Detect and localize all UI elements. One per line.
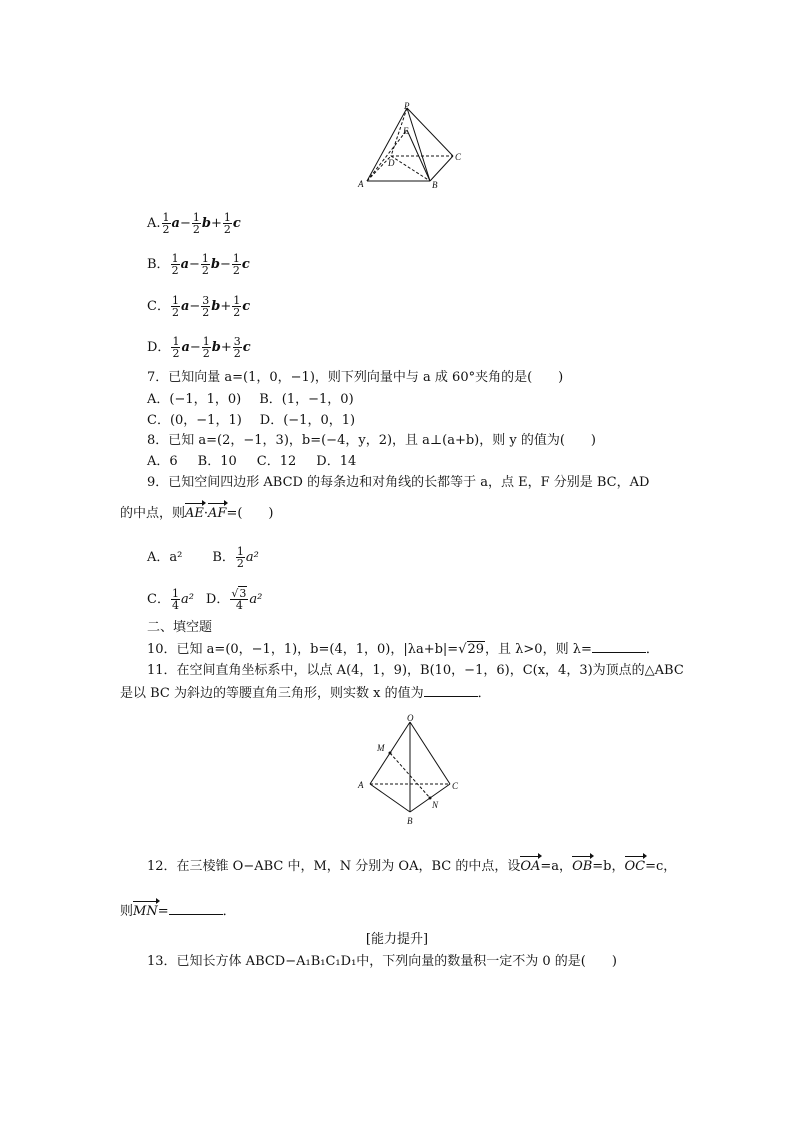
q9-stem-line2: 的中点，则AE·AF=( ): [120, 506, 274, 521]
pyramid-figure: [355, 100, 470, 192]
q6-option-d: D． $\frac{1}{2}$ a− $\frac{1}{2}$ b+ $\frac{3}{2}$ c: [147, 335, 251, 360]
label-d: D: [388, 158, 395, 168]
q6-option-a: A. $\frac{1}{2}$ a− $\frac{1}{2}$ b+ $\frac{1}{2}$ c: [147, 211, 241, 236]
q7-stem: 7．已知向量 a=(1，0，−1)，则下列向量中与 a 成 60°夹角的是( ): [147, 370, 564, 385]
label-p: P: [404, 101, 410, 111]
label-n: N: [432, 800, 439, 810]
q9-options-row2: C． $\frac{1}{4}$ a² D． $\frac{√3}{4}$ a²: [147, 587, 263, 612]
label-m: M: [377, 743, 385, 753]
q9-stem-line1: 9．已知空间四边形 ABCD 的每条边和对角线的长都等于 a，点 E，F 分别是 BC，AD: [147, 475, 650, 490]
q11-line1: 11．在空间直角坐标系中，以点 A(4，1，9)，B(10，−1，6)，C(x，4，3)为顶点的△ABC: [147, 663, 684, 678]
q9-options-row1: A．a² B． $\frac{1}{2}$ a²: [147, 545, 259, 570]
q12-line1: 12．在三棱锥 O−ABC 中，M，N 分别为 OA，BC 的中点，设OA=a，OB=b，OC=c，: [147, 859, 677, 874]
q12-answer-blank[interactable]: [169, 902, 223, 915]
q8-options: A．6 B．10 C．12 D．14: [147, 454, 357, 469]
label-o: O: [407, 713, 414, 723]
q11-answer-blank[interactable]: [424, 684, 478, 697]
label-b2: B: [407, 816, 413, 826]
q13-text: 13．已知长方体 ABCD−A₁B₁C₁D₁中，下列向量的数量积一定不为 0 的是( ): [147, 954, 617, 969]
q8-stem: 8．已知 a=(2，−1，3)，b=(−4，y，2)，且 a⊥(a+b)，则 y 的值为( ): [147, 433, 597, 448]
q6-option-b: B． $\frac{1}{2}$ a− $\frac{1}{2}$ b− $\frac{1}{2}$ c: [147, 252, 250, 277]
q6-option-c: C． $\frac{1}{2}$ a− $\frac{3}{2}$ b+ $\frac{1}{2}$ c: [147, 294, 251, 319]
label-a2: A: [358, 780, 364, 790]
label-c: C: [455, 152, 462, 162]
q7-options-row1: A．(−1，1，0) B．(1，−1，0): [147, 392, 354, 407]
label-c2: C: [452, 781, 459, 791]
q11-line2: 是以 BC 为斜边的等腰直角三角形，则实数 x 的值为 ．: [120, 686, 491, 701]
tetrahedron-figure: [352, 712, 464, 830]
q10-answer-blank[interactable]: [592, 640, 646, 653]
q7-options-row2: C．(0，−1，1) D．(−1，0，1): [147, 413, 356, 428]
section-fill-in-title: 二、填空题: [147, 620, 213, 635]
q10-text: 10．已知 a=(0，−1，1)，b=(4，1，0)，|λa+b|=√29，且 λ>0，则 λ= ．: [147, 642, 659, 657]
label-e: E: [403, 126, 409, 136]
q12-line2: 则MN= ．: [120, 904, 236, 919]
label-a: A: [358, 179, 364, 189]
label-b: B: [432, 180, 438, 190]
section-ability-title: [能力提升]: [365, 932, 429, 947]
